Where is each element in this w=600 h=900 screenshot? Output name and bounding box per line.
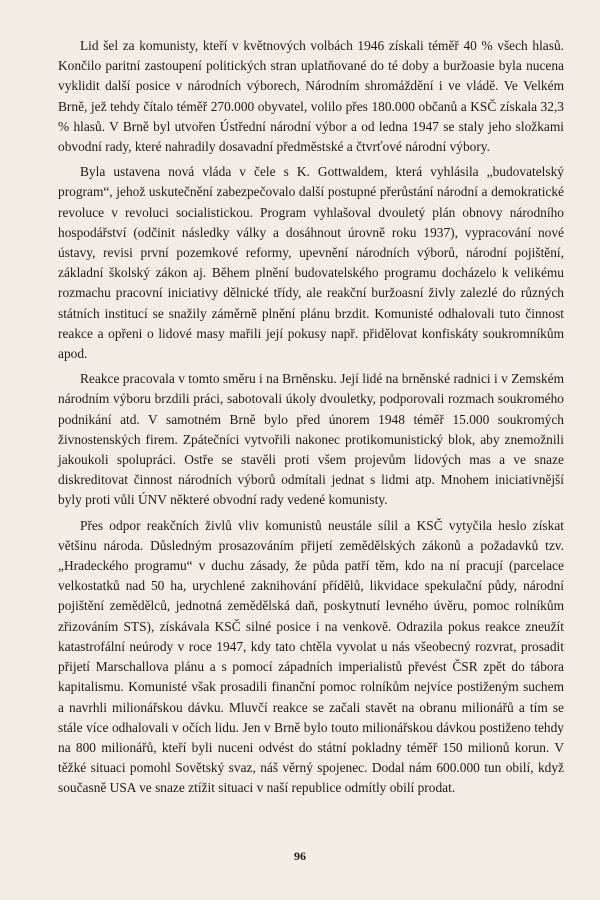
paragraph-2: Byla ustavena nová vláda v čele s K. Gottwaldem, která vyhlásila „budovatelský program“, jehož uskutečnění zabezpečovalo další postupné přerůstání národní a demokratické revoluce v revoluci socialistickou. Program vyhlašoval dvouletý plán obnovy národního hospodářství (odčinit následky války a dosáhnout úrovně roku 1937), vypracování nové ústavy, revisi první pozemkové reformy, upevnění národních výborů, národní pojištění, základní školský zákon aj. Během plnění budovatelského programu docházelo k velikému rozmachu pracovní iniciativy dělnické třídy, ale reakční buržoasní živly zalezlé do různých státních institucí se snažily záměrně plnění plánu brzdit. Komunisté odhalovali tuto činnost reakce a opřeni o lidové masy mařili její pokusy např. přidělovat konfiskáty soukromníkům apod.	[58, 164, 564, 362]
body-text	[58, 36, 564, 799]
paragraph-4: Přes odpor reakčních živlů vliv komunistů neustále sílil a KSČ vytyčila heslo získat většinu národa. Důsledným prosazováním přijetí zemědělských zákonů a požadavků tzv. „Hradeckého programu“ v duchu zásady, že půda patří těm, kdo na ní pracují (parcelace velkostatků nad 50 ha, urychlené zaknihování přídělů, likvidace spekulační půdy, národní pojištění zemědělců, jednotná zemědělská daň, poskytnutí levného úvěru, pomoc rolníkům zřizováním STS), získávala KSČ silné posice i na venkově. Odrazila pokus reakce zneužít katastrofální neúrody v roce 1947, kdy tato chtěla vyvolat u nás všeobecný rozvrat, prosadit přijetí Marschallova plánu a s pomocí západních imperialistů převést ČSR zpět do tábora kapitalismu. Komunisté však prosadili finanční pomoc rolníkům nejvíce postiženým suchem a navrhli milionářskou dávku. Mluvčí reakce se začali stavět na obranu milionářů a tím se stále více odhalovali v očích lidu. Jen v Brně bylo touto milionářskou dávkou postiženo tehdy na 800 milionářů, kteří byli nuceni odvést do státní pokladny téměř 150 milionů korun. V těžké situaci pomohl Sovětský svaz, náš věrný spojenec. Dodal nám 600.000 tun obilí, když současně USA ve snaze ztížit situaci v naší republice odmítly obilí prodat.	[58, 517, 564, 796]
paragraph-1: Lid šel za komunisty, kteří v květnových volbách 1946 získali téměř 40 % všech hlasů. Končilo paritní zastoupení politických stran uplatňované do té doby a buržoasie byla nucena vyklidit další posice v národních výborech, Národním shromáždění i ve vládě. Ve Velkém Brně, jež tehdy čítalo téměř 270.000 obyvatel, volilo přes 180.000 občanů a KSČ získala 32,3 % hlasů. V Brně byl utvořen Ústřední národní výbor a od ledna 1947 se staly jeho složkami obvodní rady, které nahradily dosavadní předměstské a čtvrťové národní výbory.	[58, 38, 564, 155]
paragraph-3: Reakce pracovala v tomto směru i na Brněnsku. Její lidé na brněnské radnici i v Zemském národním výboru brzdili práci, sabotovali úkoly dvouletky, podporovali rozmach soukromého podnikání atd. V samotném Brně bylo před únorem 1948 téměř 15.000 soukromých živnostenských firem. Zpátečníci vytvořili nakonec protikomunistický blok, aby znemožnili jakoukoli spolupráci. Ostře se stavěli proti všem projevům lidových mas a ve snaze diskreditovat činnost národních výborů odmítali jednat s lidmi atp. Mnohem iniciativnější byly proti vůli ÚNV některé obvodní rady vedené komunisty.	[58, 371, 564, 508]
page-number: 96	[294, 849, 306, 863]
